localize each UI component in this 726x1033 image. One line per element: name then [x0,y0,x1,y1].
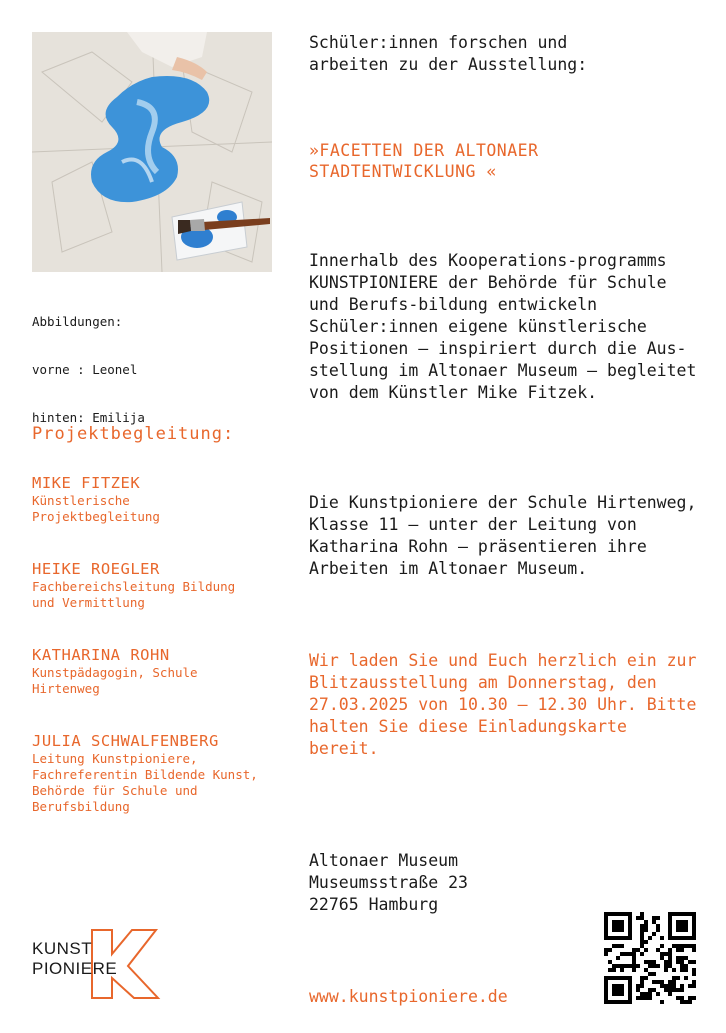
team-heading: Projektbegleitung: [32,424,235,444]
team-member [32,474,272,525]
team-member [32,732,272,815]
address-line-3: 22765 Hamburg [309,895,439,914]
kunstpioniere-logo [30,920,170,1006]
member-name: KATHARINA ROHN [32,646,170,664]
member-name: HEIKE ROEGLER [32,560,160,578]
invitation-text: Wir laden Sie und Euch herzlich ein zur Blitzausstellung am Donnerstag, den 27.03.2025 von 10.30 – 12.30 Uhr. Bitte halten Sie diese Einladungskarte bereit. [309,651,697,758]
member-role: Fachbereichsleitung Bildung und Vermittlung [32,579,236,610]
artwork-photo [32,32,272,272]
member-name: MIKE FITZEK [32,474,141,492]
logo-line-1: KUNST [32,939,93,958]
caption-line-1: Abbildungen: [32,314,123,329]
address-line-2: Museumsstraße 23 [309,873,468,892]
address-line-1: Altonaer Museum [309,851,459,870]
intro-text: Schüler:innen forschen und arbeiten zu der Ausstellung: [309,33,588,74]
member-role: Kunstpädagogin, Schule Hirtenweg [32,665,198,696]
address-block [309,850,468,916]
member-role: Leitung Kunstpioniere, Fachreferentin Bildende Kunst, Behörde für Schule und Berufsbildung [32,751,258,814]
program-paragraph: Innerhalb des Kooperations-programms KUNSTPIONIERE der Behörde für Schule und Berufs-bildung entwickeln Schüler:innen eigene künstlerische Positionen – inspiriert durch die Aus-stellung im Altonaer Museum – begleitet von dem Künstler Mike Fitzek. [309,251,697,402]
class-paragraph: Die Kunstpioniere der Schule Hirtenweg, Klasse 11 – unter der Leitung von Katharina Rohn – präsentieren ihre Arbeiten im Altonaer Museum. [309,493,697,578]
qr-code-icon [604,912,696,1004]
logo-line-2: PIONIERE [32,959,118,978]
team-member [32,560,272,611]
member-role: Künstlerische Projektbegleitung [32,493,160,524]
exhibition-title: »FACETTEN DER ALTONAER STADTENTWICKLUNG « [309,141,539,181]
caption-line-3: hinten: Emilija [32,410,145,425]
caption-line-2: vorne : Leonel [32,362,138,377]
member-name: JULIA SCHWALFENBERG [32,732,219,750]
website-link[interactable]: www.kunstpioniere.de [309,987,508,1006]
image-caption [32,282,145,442]
team-member [32,646,272,697]
